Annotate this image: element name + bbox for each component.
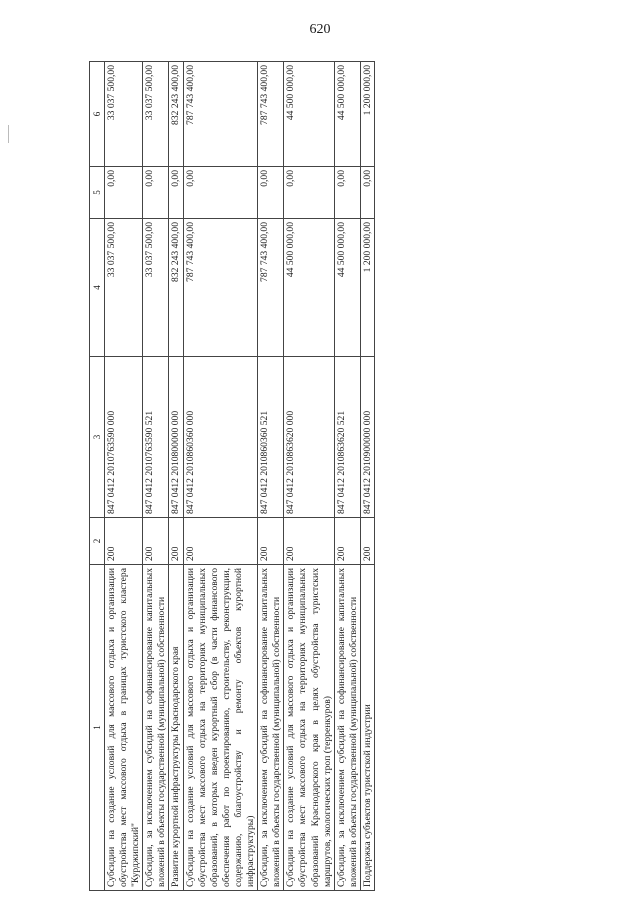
row-code-cell: 200: [258, 518, 284, 565]
table-row: [183, 62, 258, 891]
header-cell-1: 1: [90, 565, 105, 891]
table-row: [105, 62, 143, 891]
row-classification-cell: 847 0412 2010900000 000: [360, 357, 374, 518]
row-amount-cell: 44 500 000,00: [334, 219, 360, 357]
table-row: [143, 62, 169, 891]
row-code-cell: 200: [334, 518, 360, 565]
row-total-cell: 33 037 500,00: [143, 62, 169, 167]
row-amount-cell: 0,00: [360, 167, 374, 219]
row-classification-cell: 847 0412 2010860360 521: [258, 357, 284, 518]
table-header-row: [90, 62, 105, 891]
row-classification-cell: 847 0412 2010863620 000: [284, 357, 334, 518]
row-amount-cell: 33 037 500,00: [143, 219, 169, 357]
row-total-cell: 787 743 400,00: [183, 62, 258, 167]
row-classification-cell: 847 0412 2010763590 521: [143, 357, 169, 518]
header-cell-4: 4: [90, 219, 105, 357]
row-total-cell: 44 500 000,00: [334, 62, 360, 167]
row-total-cell: 832 243 400,00: [169, 62, 183, 167]
rotated-table-page: [89, 62, 592, 891]
row-name-cell: Поддержка субъектов туристской индустрии: [360, 565, 374, 891]
row-classification-cell: 847 0412 2010800000 000: [169, 357, 183, 518]
header-cell-3: 3: [90, 357, 105, 518]
row-code-cell: 200: [284, 518, 334, 565]
row-code-cell: 200: [360, 518, 374, 565]
budget-table: [89, 61, 375, 891]
row-name-cell: Субсидии на создание условий для массового отдыха и организации обустройства мест массового отдыха на территориях муниципальных образований, в которых введен курортный сбор (в части финансового обеспечения работ по проектированию, строительству, реконструкции, содержанию, благоустройству и ремонту объектов курортной инфраструктуры): [183, 565, 258, 891]
page-number: 620: [309, 22, 331, 37]
row-classification-cell: 847 0412 2010863620 521: [334, 357, 360, 518]
row-classification-cell: 847 0412 2010860360 000: [183, 357, 258, 518]
row-amount-cell: 0,00: [284, 167, 334, 219]
table-row: [169, 62, 183, 891]
row-name-cell: Субсидии на создание условий для массового отдыха и организации обустройства мест массового отдыха в границах туристского кластера "Курджипский": [105, 565, 143, 891]
row-code-cell: 200: [169, 518, 183, 565]
row-classification-cell: 847 0412 2010763590 000: [105, 357, 143, 518]
row-code-cell: 200: [183, 518, 258, 565]
row-amount-cell: 1 200 000,00: [360, 219, 374, 357]
header-cell-6: 6: [90, 62, 105, 167]
table-row: [258, 62, 284, 891]
row-name-cell: Субсидии, за исключением субсидий на софинансирование капитальных вложений в объекты государственной (муниципальной) собственности: [258, 565, 284, 891]
row-name-cell: Субсидии на создание условий для массового отдыха и организации обустройства мест массового отдыха на территориях муниципальных образований Краснодарского края в целях обустройства туристских маршрутов, экологических троп (терренкуров): [284, 565, 334, 891]
row-amount-cell: 0,00: [143, 167, 169, 219]
row-total-cell: 1 200 000,00: [360, 62, 374, 167]
table-row: [334, 62, 360, 891]
row-amount-cell: 44 500 000,00: [284, 219, 334, 357]
table-row: [284, 62, 334, 891]
row-amount-cell: 0,00: [334, 167, 360, 219]
row-amount-cell: 832 243 400,00: [169, 219, 183, 357]
table-row: [360, 62, 374, 891]
row-name-cell: Субсидии, за исключением субсидий на софинансирование капитальных вложений в объекты государственной (муниципальной) собственности: [334, 565, 360, 891]
row-amount-cell: 33 037 500,00: [105, 219, 143, 357]
row-amount-cell: 787 743 400,00: [258, 219, 284, 357]
row-code-cell: 200: [105, 518, 143, 565]
row-amount-cell: 787 743 400,00: [183, 219, 258, 357]
scan-artifact: [8, 125, 9, 143]
row-amount-cell: 0,00: [105, 167, 143, 219]
header-cell-2: 2: [90, 518, 105, 565]
row-total-cell: 33 037 500,00: [105, 62, 143, 167]
header-cell-5: 5: [90, 167, 105, 219]
table-body: [90, 62, 375, 891]
row-amount-cell: 0,00: [169, 167, 183, 219]
row-name-cell: Развитие курортной инфраструктуры Краснодарского края: [169, 565, 183, 891]
row-name-cell: Субсидии, за исключением субсидий на софинансирование капитальных вложений в объекты государственной (муниципальной) собственности: [143, 565, 169, 891]
row-total-cell: 787 743 400,00: [258, 62, 284, 167]
row-amount-cell: 0,00: [183, 167, 258, 219]
row-total-cell: 44 500 000,00: [284, 62, 334, 167]
row-amount-cell: 0,00: [258, 167, 284, 219]
row-code-cell: 200: [143, 518, 169, 565]
